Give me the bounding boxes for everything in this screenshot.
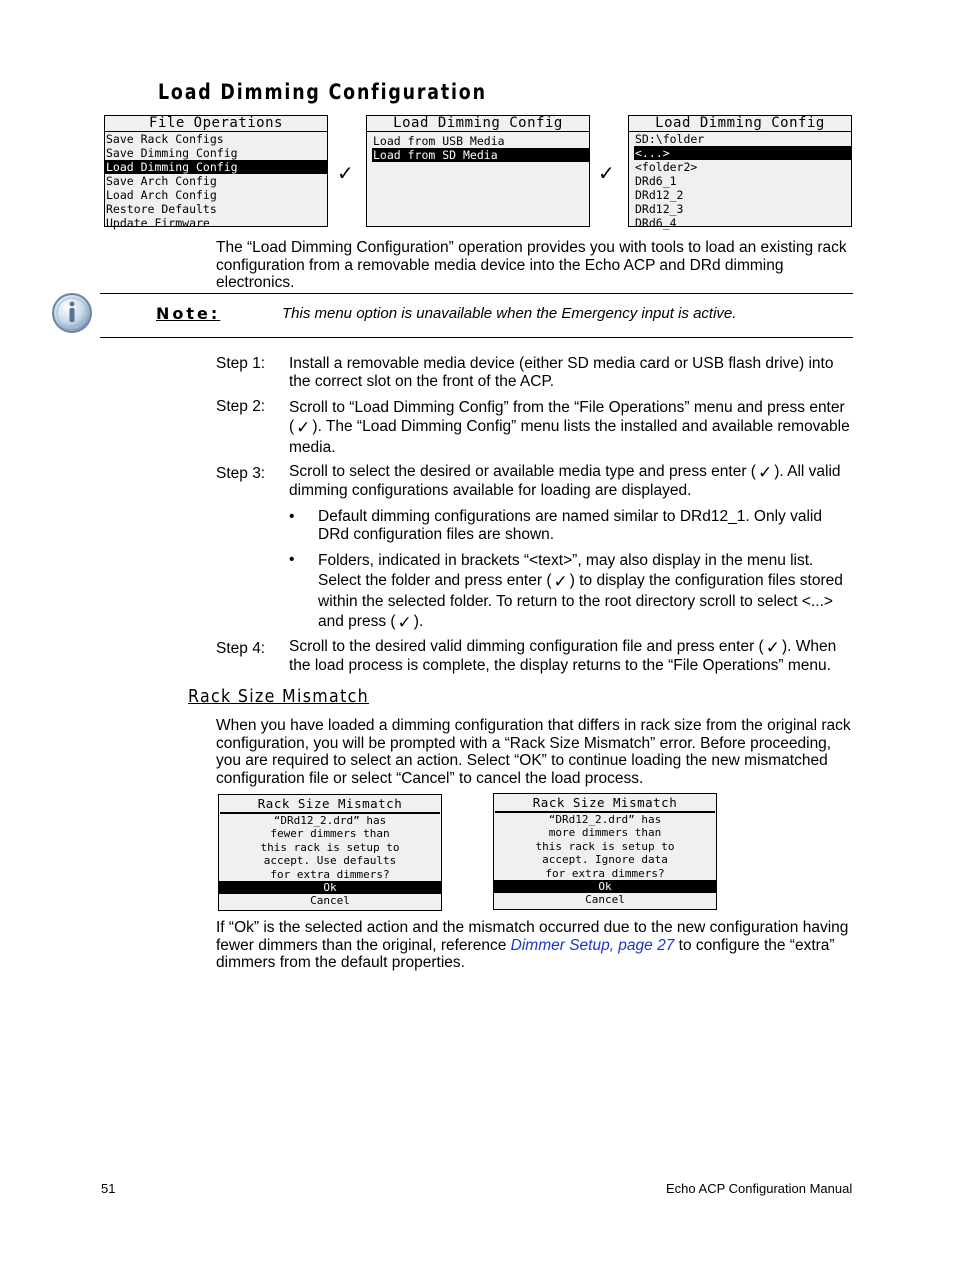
step-text-part: ). The “Load Dimming Config” menu lists the installed and available removable media.	[289, 418, 850, 456]
menu-item[interactable]: DRd6_4	[635, 216, 677, 230]
page-number: 51	[101, 1181, 116, 1196]
menu-item[interactable]: Save Rack Configs	[106, 132, 224, 146]
section-heading: Rack Size Mismatch	[188, 686, 370, 707]
screen-header: Load Dimming Config	[367, 116, 589, 132]
message-line: for extra dimmers?	[270, 867, 390, 881]
screen-header: Rack Size Mismatch	[257, 796, 403, 811]
page-title: Load Dimming Configuration	[158, 80, 487, 104]
check-icon: ✓	[397, 613, 412, 633]
message-lines	[494, 813, 716, 880]
menu-item[interactable]: Load Arch Config	[106, 188, 217, 202]
message-line: accept. Ignore data	[542, 853, 668, 867]
screen-menu-list	[367, 132, 589, 162]
screen-menu-list	[105, 132, 327, 230]
menu-item[interactable]: Save Arch Config	[106, 174, 217, 188]
bullet-text-part: Folders, indicated in brackets “<text>”, may also display in the menu list. Select the folder and press enter (	[318, 552, 814, 589]
screen-header: Rack Size Mismatch	[532, 795, 678, 810]
step-text	[289, 638, 854, 675]
message-line: accept. Use defaults	[263, 854, 397, 868]
bullet-marker: •	[289, 508, 295, 525]
note-bottom-rule	[100, 337, 853, 338]
final-paragraph	[216, 919, 854, 972]
final-text-part: to configure the “extra” dimmers from the default properties.	[216, 936, 835, 971]
cancel-option[interactable]: Cancel	[585, 893, 625, 907]
screen-header: Load Dimming Config	[629, 116, 851, 132]
load-dimming-files-screen	[628, 115, 852, 230]
step-text-part: Scroll to select the desired or available media type and press enter (	[289, 463, 756, 480]
menu-item[interactable]: Load from SD Media	[372, 148, 589, 162]
message-line: “DRd12_2.drd” has	[548, 813, 662, 826]
load-dimming-media-screen	[366, 115, 590, 227]
menu-item[interactable]: SD:\folder	[635, 132, 705, 146]
message-line: for extra dimmers?	[545, 866, 665, 880]
check-icon: ✓	[765, 638, 780, 658]
menu-item[interactable]: Restore Defaults	[106, 202, 217, 216]
ok-option[interactable]: Ok	[494, 880, 716, 893]
bullet-marker: •	[289, 551, 295, 568]
step-label: Step 4:	[216, 640, 266, 657]
step-text	[289, 398, 854, 457]
menu-item[interactable]: Save Dimming Config	[106, 146, 238, 160]
message-line: this rack is setup to	[535, 839, 675, 853]
message-line: more dimmers than	[548, 826, 662, 840]
message-lines	[219, 814, 441, 881]
step-text-part: ). All valid dimming configurations available for loading are displayed.	[289, 463, 841, 499]
note-text: This menu option is unavailable when the Emergency input is active.	[282, 305, 737, 322]
menu-item[interactable]: DRd6_1	[635, 174, 677, 188]
step-text-part: ). When the load process is complete, the display returns to the “File Operations” menu.	[289, 638, 837, 674]
step-text: Install a removable media device (either SD media card or USB flash drive) into the correct slot on the front of the ACP.	[289, 355, 834, 390]
menu-item[interactable]: Load Dimming Config	[105, 160, 327, 174]
rack-size-mismatch-screen-more	[493, 793, 717, 910]
screen-header: File Operations	[105, 116, 327, 132]
step-label: Step 1:	[216, 355, 266, 372]
note-label: Note:	[156, 304, 221, 323]
step-text	[289, 463, 854, 500]
intro-paragraph: The “Load Dimming Configuration” operation provides you with tools to load an existing rack configuration from a removable media device into the Echo ACP and DRd dimming electronics.	[216, 239, 847, 291]
menu-item[interactable]: Update Firmware	[106, 216, 210, 230]
step-text-part: Scroll to the desired valid dimming configuration file and press enter (	[289, 638, 764, 655]
screen-menu-list	[629, 132, 851, 230]
menu-item[interactable]: <...>	[634, 146, 851, 160]
section-paragraph: When you have loaded a dimming configuration that differs in rack size from the original rack configuration, you will be prompted with a “Rack Size Mismatch” error. Before proceeding, you are required to select an action. Select “OK” to continue loading the new mismatched configuration file or select “Cancel” to cancel the load process.	[216, 717, 851, 787]
menu-item[interactable]: <folder2>	[635, 160, 698, 174]
rack-size-mismatch-screen-fewer	[218, 794, 442, 911]
message-line: this rack is setup to	[260, 840, 400, 854]
message-line: “DRd12_2.drd” has	[273, 814, 387, 827]
info-icon	[50, 291, 94, 335]
bullet-text: Default dimming configurations are named similar to DRd12_1. Only valid DRd configuration files are shown.	[318, 508, 822, 543]
step-label: Step 2:	[216, 398, 266, 415]
check-icon: ✓	[296, 418, 311, 438]
check-icon: ✓	[553, 572, 568, 592]
message-line: fewer dimmers than	[270, 827, 390, 841]
manual-title: Echo ACP Configuration Manual	[666, 1181, 853, 1196]
check-icon: ✓	[757, 463, 773, 483]
final-text-part: If “Ok” is the selected action and the mismatch occurred due to the new configuration having fewer dimmers than the original, reference	[216, 919, 849, 954]
bullet-text-part: ) to display the configuration files stored within the selected folder. To return to the root directory scroll to select <...> and press (	[318, 572, 843, 630]
file-operations-screen	[104, 115, 328, 230]
cancel-option[interactable]: Cancel	[310, 894, 350, 908]
bullet-text-part: ).	[413, 613, 424, 630]
dimmer-setup-link[interactable]: Dimmer Setup, page 27	[510, 936, 675, 954]
bullet-text	[318, 551, 854, 633]
note-top-rule	[100, 293, 853, 294]
check-icon: ✓	[337, 161, 354, 185]
ok-option[interactable]: Ok	[219, 881, 441, 894]
menu-item[interactable]: DRd12_2	[635, 188, 684, 202]
menu-item[interactable]: Load from USB Media	[373, 134, 505, 148]
step-label: Step 3:	[216, 465, 266, 482]
step-text-part: Scroll to “Load Dimming Config” from the “File Operations” menu and press enter (	[289, 399, 845, 435]
menu-item[interactable]: DRd12_3	[635, 202, 684, 216]
check-icon: ✓	[598, 161, 615, 185]
